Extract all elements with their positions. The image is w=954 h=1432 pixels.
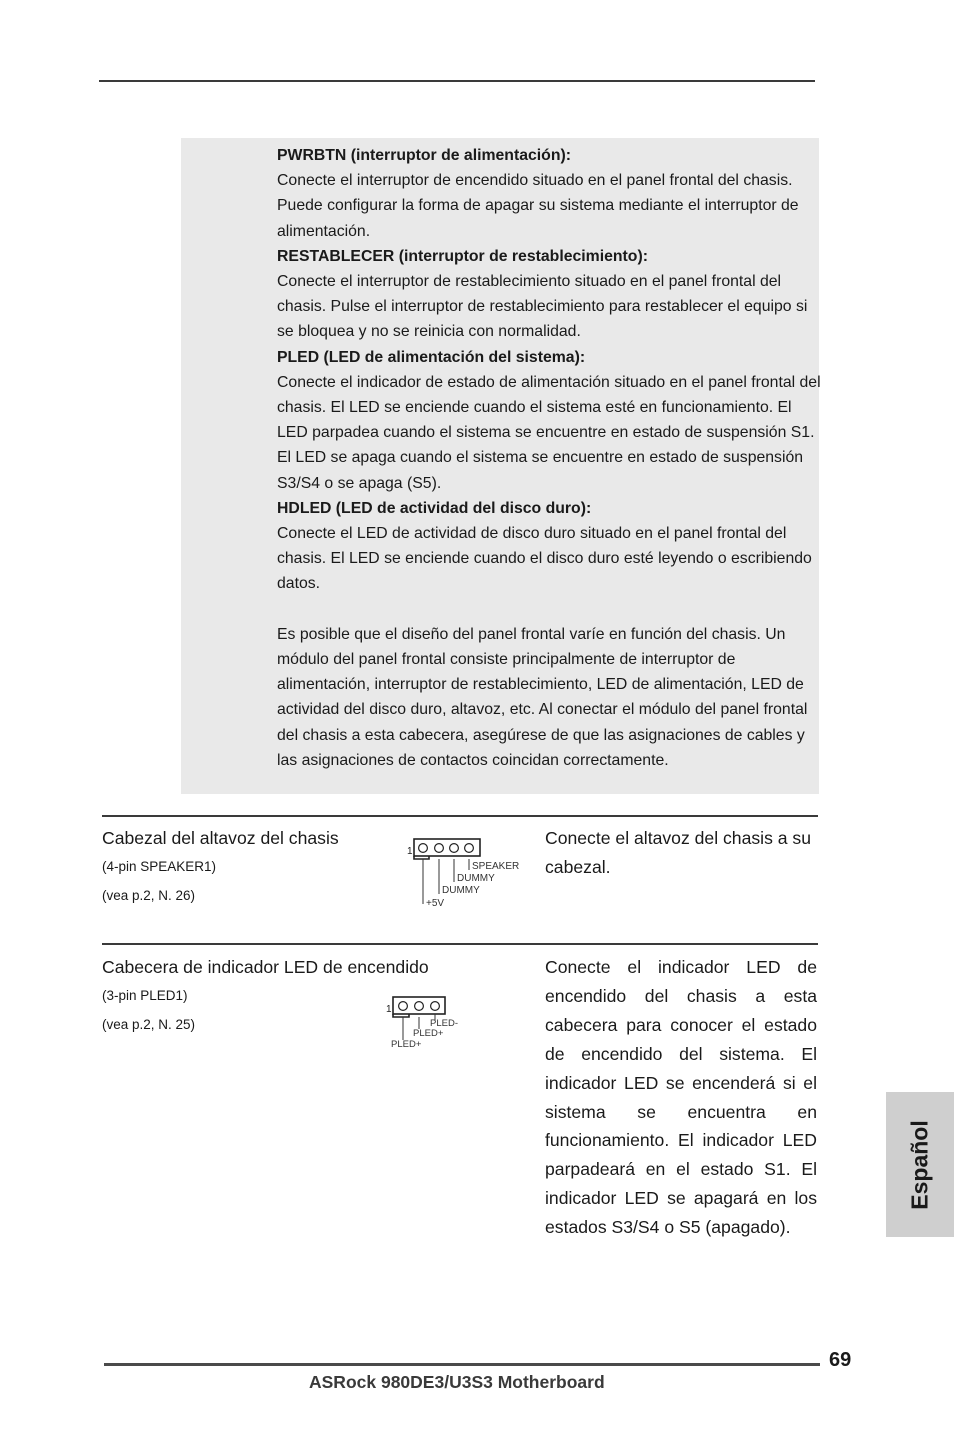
pled-title: Cabecera de indicador LED de encendido — [102, 957, 429, 977]
pled-ref: (vea p.2, N. 25) — [102, 1017, 196, 1032]
speaker-title: Cabezal del altavoz del chasis — [102, 828, 339, 848]
section-rule-speaker — [102, 815, 818, 817]
section-rule-pled — [102, 943, 818, 945]
speaker-header-diagram — [405, 836, 521, 910]
info-column — [277, 143, 822, 773]
front-panel-note: Es posible que el diseño del panel frontal varíe en función del chasis. Un módulo del panel frontal consiste principalmente de interruptor de alimentación, interruptor de restablecimiento, LED de alimentación, LED de actividad del disco duro, altavoz, etc. Al conectar el módulo del panel frontal del chasis a esta cabecera, asegúrese de que las asignaciones de cables y las asignaciones de contactos coincidan correctamente. — [277, 625, 808, 769]
pwrbtn-text: Conecte el interruptor de encendido situado en el panel frontal del chasis. Puede configurar la forma de apagar su sistema mediante el interruptor de alimentación. — [277, 172, 799, 240]
speaker-description: Conecte el altavoz del chasis a su cabezal. — [545, 828, 812, 877]
pled-heading: PLED (LED de alimentación del sistema): — [277, 348, 586, 366]
pled-minus-label: PLED- — [430, 1018, 458, 1029]
plus5v-pin-label: +5V — [426, 898, 445, 909]
pwrbtn-heading: PWRBTN (interruptor de alimentación): — [277, 147, 572, 164]
speaker-pin-label: SPEAKER — [472, 861, 520, 872]
hdled-heading: HDLED (LED de actividad del disco duro): — [277, 499, 592, 517]
pled-text: Conecte el indicador de estado de alimentación situado en el panel frontal del chasis. El LED se enciende cuando el sistema esté en funcionamiento. El LED parpadea cuando el sistema se encuentre en estado de suspensión S1. El LED se apaga cuando el sistema se encuentre en estado de suspensión S3/S4 o se apaga (S5). — [277, 373, 821, 492]
reset-text: Conecte el interruptor de restablecimiento situado en el panel frontal del chasis. Pulse el interruptor de restablecimiento para restablecer el equipo si se bloquea y no se reinicia con normalidad. — [277, 273, 808, 341]
dummy-pin-label-1: DUMMY — [457, 873, 495, 884]
page-number: 69 — [829, 1349, 852, 1371]
pled-header-diagram — [384, 994, 464, 1050]
pled-description: Conecte el indicador LED de encendido del chasis a esta cabecera para conocer el estado de encendido del sistema. El indicador LED se encenderá si el sistema se encuentra en funcionamiento. El indicador LED parpadeará en el estado S1. El indicador LED se apagará en los estados S3/S4 o S5 (apagado). — [545, 957, 817, 1238]
reset-heading: RESTABLECER (interruptor de restablecimiento): — [277, 247, 648, 265]
speaker-pin: (4-pin SPEAKER1) — [102, 859, 217, 874]
top-rule — [99, 80, 815, 82]
pled-plus-label-2: PLED+ — [391, 1039, 422, 1050]
speaker-pin1-label: 1 — [407, 846, 413, 857]
language-tab-label: Español — [906, 1119, 933, 1210]
footer-rule — [104, 1363, 820, 1366]
pled-pin1-label: 1 — [386, 1004, 392, 1015]
dummy-pin-label-2: DUMMY — [442, 885, 480, 896]
pled-pin: (3-pin PLED1) — [102, 988, 188, 1003]
footer-title: ASRock 980DE3/U3S3 Motherboard — [309, 1372, 605, 1392]
pled-plus-label-1: PLED+ — [413, 1028, 444, 1039]
hdled-text: Conecte el LED de actividad de disco duro situado en el panel frontal del chasis. El LED se enciende cuando el disco duro esté leyendo o escribiendo datos. — [277, 525, 812, 593]
language-tab — [886, 1092, 954, 1237]
speaker-ref: (vea p.2, N. 26) — [102, 888, 196, 903]
